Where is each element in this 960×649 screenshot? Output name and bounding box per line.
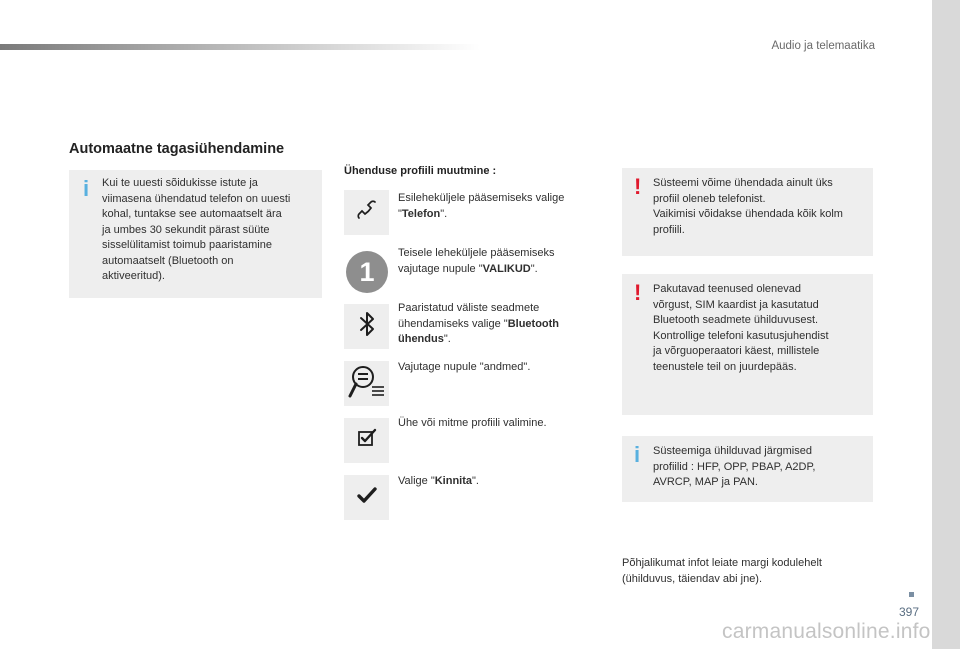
compatible-profiles-note	[622, 436, 873, 502]
info-icon: i	[83, 176, 90, 201]
phone-button[interactable]	[344, 190, 389, 235]
warning-icon: !	[634, 280, 642, 305]
step-details-text: Vajutage nupule "andmed".	[398, 361, 531, 373]
auto-reconnect-note	[69, 170, 322, 298]
note-text: Pakutavad teenused olenevad võrgust, SIM kaardist ja kasutatud Bluetooth seadmete ühilduvusest. Kontrollige telefoni kasutusjuhendist ja võrguoperaatori käest, millistele teenustele teil on juurdepääs.	[653, 283, 829, 373]
note-text: Süsteemi võime ühendada ainult üks profiil oleneb telefonist. Vaikimisi võidakse ühendada kõik kolm profiili.	[653, 177, 843, 236]
info-icon: i	[634, 442, 641, 467]
warning-icon: !	[634, 174, 642, 199]
step-bluetooth-text: Paaristatud väliste seadmete ühendamiseks valige "Bluetooth ühendus".	[398, 302, 560, 345]
side-tab-strip	[932, 0, 960, 649]
confirm-check-icon	[356, 484, 378, 511]
details-button[interactable]	[344, 361, 389, 406]
step-phone-text: Esileheküljele pääsemiseks valige "Telefon".	[398, 192, 565, 220]
step-number-badge: 1	[346, 251, 388, 293]
chapter-title: Audio ja telemaatika	[771, 40, 875, 52]
section-title: Automaatne tagasiühendamine	[69, 141, 285, 157]
profile-select-button[interactable]	[344, 418, 389, 463]
step-confirm-text: Valige "Kinnita".	[398, 475, 479, 487]
bluetooth-button[interactable]	[344, 304, 389, 349]
details-icon	[348, 363, 386, 404]
profile-change-heading: Ühenduse profiili muutmine :	[344, 165, 497, 177]
bluetooth-icon	[354, 309, 380, 344]
phone-icon	[354, 197, 380, 228]
services-warning	[622, 274, 873, 415]
confirm-button[interactable]	[344, 475, 389, 520]
step-options-text: Teisele leheküljele pääsemiseks vajutage nupule "VALIKUD".	[398, 247, 555, 275]
page-marker-dot	[909, 592, 914, 597]
note-text: Kui te uuesti sõidukisse istute ja viimasena ühendatud telefon on uuesti kohal, tuntakse see automaatselt ära ja umbes 30 sekundit pärast süüte sisselülitamist toimub paaristamine automaatselt (Bluetooth on aktiveeritud).	[102, 177, 291, 282]
profile-select-icon	[356, 427, 378, 454]
note-text: Süsteemiga ühilduvad järgmised profiilid : HFP, OPP, PBAP, A2DP, AVRCP, MAP ja PAN.	[653, 445, 816, 488]
profile-support-warning	[622, 168, 873, 256]
footer-info-text: Põhjalikumat infot leiate margi kodulehelt (ühilduvus, täiendav abi jne).	[622, 557, 822, 585]
step-profile-select-text: Ühe või mitme profiili valimine.	[398, 417, 547, 429]
watermark: carmanualsonline.info	[722, 620, 931, 643]
page-number: 397	[899, 605, 920, 619]
header-gradient-bar	[0, 44, 480, 50]
